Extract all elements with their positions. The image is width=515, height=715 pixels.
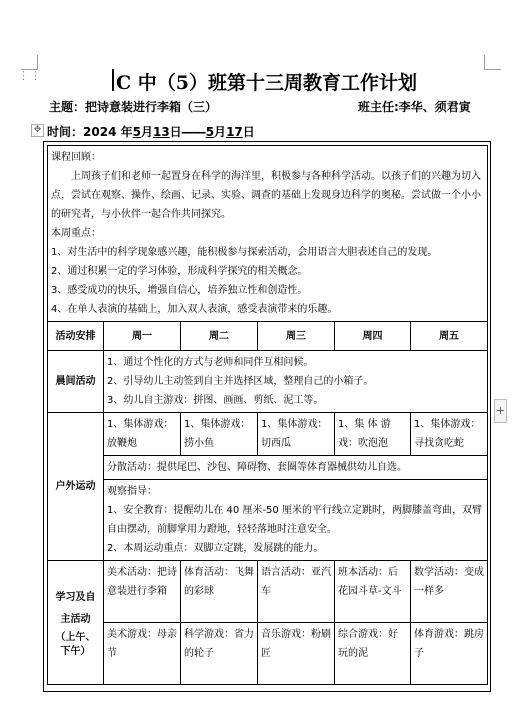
morning-cell[interactable] [104, 351, 488, 413]
morning-row [48, 351, 488, 413]
study-thu-2[interactable]: 综合游戏：好玩的泥 [335, 623, 411, 685]
study-mon-1[interactable]: 美术活动：把诗意装进行李箱 [104, 561, 181, 623]
focus-heading: 本周重点： [51, 228, 101, 239]
guide-line: 2、本周运动重点：双脚立定跳，发展跳的能力。 [107, 543, 324, 554]
study-tue-2[interactable]: 科学游戏：省力的轮子 [181, 623, 258, 685]
outdoor-label: 户外运动 [48, 413, 104, 561]
time-month-word: 月 [140, 125, 153, 139]
study-fri-1[interactable]: 数学活动：变成一样多 [411, 561, 488, 623]
morning-line: 3、幼儿自主游戏：拼图、画画、剪纸、泥工等。 [107, 395, 324, 406]
plan-table [47, 145, 488, 685]
time-line [47, 123, 255, 140]
text-cursor [112, 69, 114, 91]
study-fri-2[interactable]: 体育游戏：跳房子 [411, 623, 488, 685]
time-day-start: 13 [152, 125, 170, 139]
study-label-sub: （上午、下午） [55, 631, 96, 657]
guide-heading: 观察指导： [107, 486, 157, 497]
page-corner-mark-right [484, 55, 501, 70]
study-wed-1[interactable]: 语言活动：亚汽车 [258, 561, 335, 623]
header-tuesday: 周二 [181, 322, 258, 351]
focus-point: 1、对生活中的科学现象感兴趣，能积极参与探索活动，会用语言大胆表述自己的发现。 [51, 247, 438, 258]
theme-line: 主题：把诗意装进行李箱（三） [49, 100, 218, 114]
time-year: 2024 年 [83, 125, 133, 139]
morning-line: 2、引导幼儿主动签到自主并选择区域，整理自己的小箱子。 [107, 376, 374, 387]
study-mon-2[interactable]: 美术游戏：母亲节 [104, 623, 181, 685]
page-title: C 中（5）班第十三周教育工作计划 [116, 72, 417, 94]
outdoor-game-tue[interactable]: 1、集体游戏：捞小鱼 [181, 413, 258, 456]
drag-handle-icon[interactable]: ⋮⋮ [18, 69, 42, 82]
outdoor-row-3 [48, 480, 488, 561]
table-move-icon[interactable]: ✥ [31, 124, 44, 137]
study-label [48, 561, 104, 685]
outdoor-game-wed[interactable]: 1、集体游戏：切西瓜 [258, 413, 335, 456]
study-row-1 [48, 561, 488, 623]
header-friday: 周五 [411, 322, 488, 351]
time-day-end: 17 [226, 125, 243, 139]
header-activity: 活动安排 [48, 322, 104, 351]
header-wednesday: 周三 [258, 322, 335, 351]
study-row-2 [48, 623, 488, 685]
morning-line: 1、通过个性化的方式与老师和同伴互相问候。 [107, 357, 314, 368]
time-day-word-2: 日 [242, 125, 255, 139]
morning-label: 晨间活动 [48, 351, 104, 413]
time-day-word: 日―― [169, 125, 206, 139]
study-thu-1[interactable]: 班本活动：后花园斗草-文斗 [335, 561, 411, 623]
header-row [48, 322, 488, 351]
outdoor-game-thu[interactable]: 1、集 体 游戏：吹泡泡 [335, 413, 411, 456]
time-month-start: 5 [132, 125, 141, 139]
focus-point: 2、通过积累一定的学习体验，形成科学探究的相关概念。 [51, 266, 308, 277]
page-corner-mark-left [21, 55, 38, 70]
time-label: 时间： [47, 125, 84, 139]
time-month-word-2: 月 [214, 125, 227, 139]
guide-line: 1、安全教育：提醒幼儿在 40 厘米-50 厘米的平行线立定跳时，两脚膝盖弯曲，双臂自由摆动，前脚掌用力蹬地，轻轻落地时注意安全。 [107, 505, 482, 535]
time-month-end: 5 [205, 125, 215, 139]
header-monday: 周一 [104, 322, 181, 351]
outdoor-game-mon[interactable]: 1、集体游戏：放鞭炮 [104, 413, 181, 456]
guide-cell[interactable] [104, 480, 488, 561]
scatter-cell[interactable]: 分散活动：提供尾巴、沙包、障碍物、套圈等体育器械供幼儿自选。 [104, 456, 488, 480]
outdoor-row-1 [48, 413, 488, 456]
outdoor-game-fri[interactable]: 1、集体游戏：寻找贪吃蛇 [411, 413, 488, 456]
study-wed-2[interactable]: 音乐游戏：粉刷匠 [258, 623, 335, 685]
outdoor-row-2 [48, 456, 488, 480]
review-cell[interactable] [48, 146, 488, 322]
review-heading: 课程回顾： [51, 152, 101, 163]
study-tue-1[interactable]: 体育活动：飞舞的彩球 [181, 561, 258, 623]
focus-point: 4、在单人表演的基础上，加入双人表演，感受表演带来的乐趣。 [51, 304, 338, 315]
teacher-line: 班主任:李华、须君寅 [358, 100, 471, 114]
review-row [48, 146, 488, 322]
header-thursday: 周四 [335, 322, 411, 351]
focus-point: 3、感受成功的快乐，增强自信心，培养独立性和创造性。 [51, 285, 308, 296]
study-label-main: 学习及自主活动 [55, 591, 96, 625]
add-column-icon[interactable]: + [494, 399, 507, 423]
review-text: 上周孩子们和老师一起置身在科学的海洋里，积极参与各种科学活动。以孩子们的兴趣为切入点，尝试在观察、操作、绘画、记录、实验、调查的基础上发现身边科学的奥秘。尝试做一个小小的研究者，与小伙伴一起合作共同探究。 [51, 171, 481, 220]
